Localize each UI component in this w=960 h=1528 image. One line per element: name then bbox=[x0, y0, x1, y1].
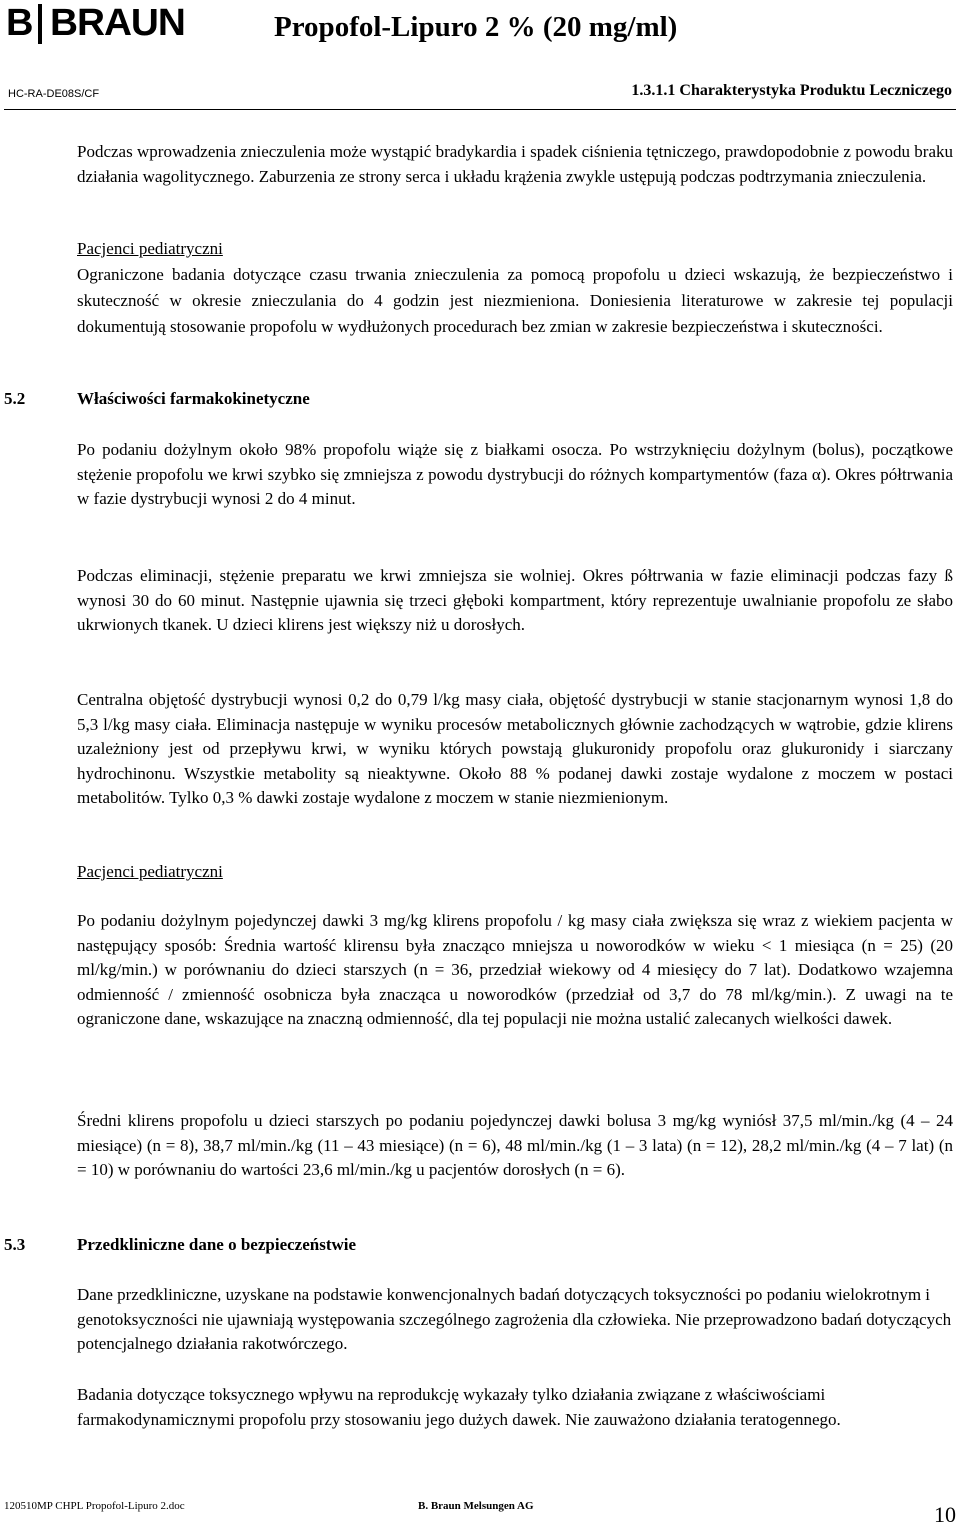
subheading-pediatric-1: Pacjenci pediatryczni bbox=[77, 239, 223, 258]
paragraph-protein-binding: Po podaniu dożylnym około 98% propofolu wiąże się z białkami osocza. Po wstrzyknięciu dożylnym (bolus), początkowe stężenie propofolu we krwi szybko się zmniejsza z powodu dystrybucji do różnych kompartymentów (faza α). Okres półtrwania w fazie dystrybucji wynosi 2 do 4 minut. bbox=[77, 440, 953, 508]
product-title: Propofol-Lipuro 2 % (20 mg/ml) bbox=[274, 11, 678, 43]
logo-b-letter: B bbox=[6, 2, 33, 44]
subheading-pediatric-2: Pacjenci pediatryczni bbox=[77, 862, 223, 881]
paragraph-pediatric-clearance: Po podaniu dożylnym pojedynczej dawki 3 mg/kg klirens propofolu / kg masy ciała zwiększa się wraz z wiekiem pacjenta w następujący sposób: Średnia wartość klirensu była znacząco mniejsza u noworodków w wieku < 1 miesiąca (n = 25) (20 ml/kg/min.) w porównaniu do dzieci starszych (n = 36, przedział wiekowy od 4 miesięcy do 7 lat). Dodatkowo wzajemna odmienność / zmienność osobnicza była znacząca u noworodków (przedział od 3,7 do 78 ml/kg/min.). Z uwagi na te ograniczone dane, wskazujące na znaczną odmienność, dla tej populacji nie można ustalić zalecanych wielkości dawek. bbox=[77, 911, 953, 1028]
footer-company: B. Braun Melsungen AG bbox=[418, 1500, 534, 1512]
paragraph-pediatric-studies: Ograniczone badania dotyczące czasu trwania znieczulenia za pomocą propofolu u dzieci wskazują, że bezpieczeństwo i skuteczność w okresie znieczulania do 4 godzin jest niezmieniona. Doniesienia literaturowe w zakresie tej populacji dokumentują stosowanie propofolu w wydłużonych procedurach bez zmian w zakresie bezpieczeństwa i skuteczności. bbox=[77, 265, 953, 336]
section-title-pharmacokinetics: Właściwości farmakokinetyczne bbox=[77, 389, 310, 408]
braun-logo bbox=[6, 2, 186, 46]
section-title-preclinical: Przedkliniczne dane o bezpieczeństwie bbox=[77, 1235, 357, 1254]
section-number-5-2: 5.2 bbox=[4, 389, 26, 408]
paragraph-distribution-volume: Centralna objętość dystrybucji wynosi 0,2 do 0,79 l/kg masy ciała, objętość dystrybucji w stanie stacjonarnym wynosi 1,8 do 5,3 l/kg masy ciała. Eliminacja następuje w wyniku procesów metabolicznych głównie zachodzących w wątrobie, gdzie klirens uzależniony jest od przepływu krwi, w wyniku których powstają glukuronidy propofolu oraz glukuronidy i siarczany hydrochinonu. Wszystkie metabolity są nieaktywne. Około 88 % podanej dawki zostaje wydalone z moczem w postaci metabolitów. Tylko 0,3 % dawki zostaje wydalone z moczem w stanie niezmienionym. bbox=[77, 690, 953, 807]
document-code: HC-RA-DE08S/CF bbox=[8, 88, 100, 100]
logo-divider bbox=[38, 4, 42, 44]
header-divider bbox=[4, 109, 956, 110]
paragraph-reproduction: Badania dotyczące toksycznego wpływu na reprodukcję wykazały tylko działania związane z właściwościami farmakodynamicznymi propofolu przy stosowaniu jego dużych dawek. Nie zauważono działania teratogennego. bbox=[77, 1385, 841, 1429]
paragraph-bradycardia: Podczas wprowadzenia znieczulenia może wystąpić bradykardia i spadek ciśnienia tętniczego, prawdopodobnie z powodu braku działania wagolitycznego. Zaburzenia ze strony serca i układu krążenia zwykle ustępują podczas podtrzymania znieczulenia. bbox=[77, 142, 953, 186]
paragraph-preclinical-data: Dane przedkliniczne, uzyskane na podstawie konwencjonalnych badań dotyczących toksyczności po podaniu wielokrotnym i genotoksyczności nie ujawniają występowania szczególnego zagrożenia dla człowieka. Nie przeprowadzono badań dotyczących potencjalnego działania rakotwórczego. bbox=[77, 1285, 952, 1353]
page-number: 10 bbox=[934, 1502, 956, 1527]
paragraph-mean-clearance: Średni klirens propofolu u dzieci starszych po podaniu pojedynczej dawki bolusa 3 mg/kg wyniósł 37,5 ml/min./kg (4 – 24 miesiące) (n = 8), 38,7 ml/min./kg (11 – 43 miesiące) (n = 6), 48 ml/min./kg (1 – 3 lata) (n = 12), 28,2 ml/min./kg (4 – 7 lat) (n = 10) w porównaniu do wartości 23,6 ml/min./kg u pacjentów dorosłych (n = 6). bbox=[77, 1111, 953, 1179]
section-number-5-3: 5.3 bbox=[4, 1235, 26, 1254]
footer-filename: 120510MP CHPL Propofol-Lipuro 2.doc bbox=[4, 1500, 185, 1512]
paragraph-elimination: Podczas eliminacji, stężenie preparatu we krwi zmniejsza sie wolniej. Okres półtrwania w fazie eliminacji podczas fazy ß wynosi 30 do 60 minut. Następnie ujawnia się trzeci głęboki kompartment, który reprezentuje uwalnianie propofolu ze słabo ukrwionych tkanek. U dzieci klirens jest większy niż u dorosłych. bbox=[77, 566, 953, 634]
logo-wordmark: BRAUN bbox=[50, 2, 186, 44]
section-reference: 1.3.1.1 Charakterystyka Produktu Leczniczego bbox=[631, 82, 952, 99]
